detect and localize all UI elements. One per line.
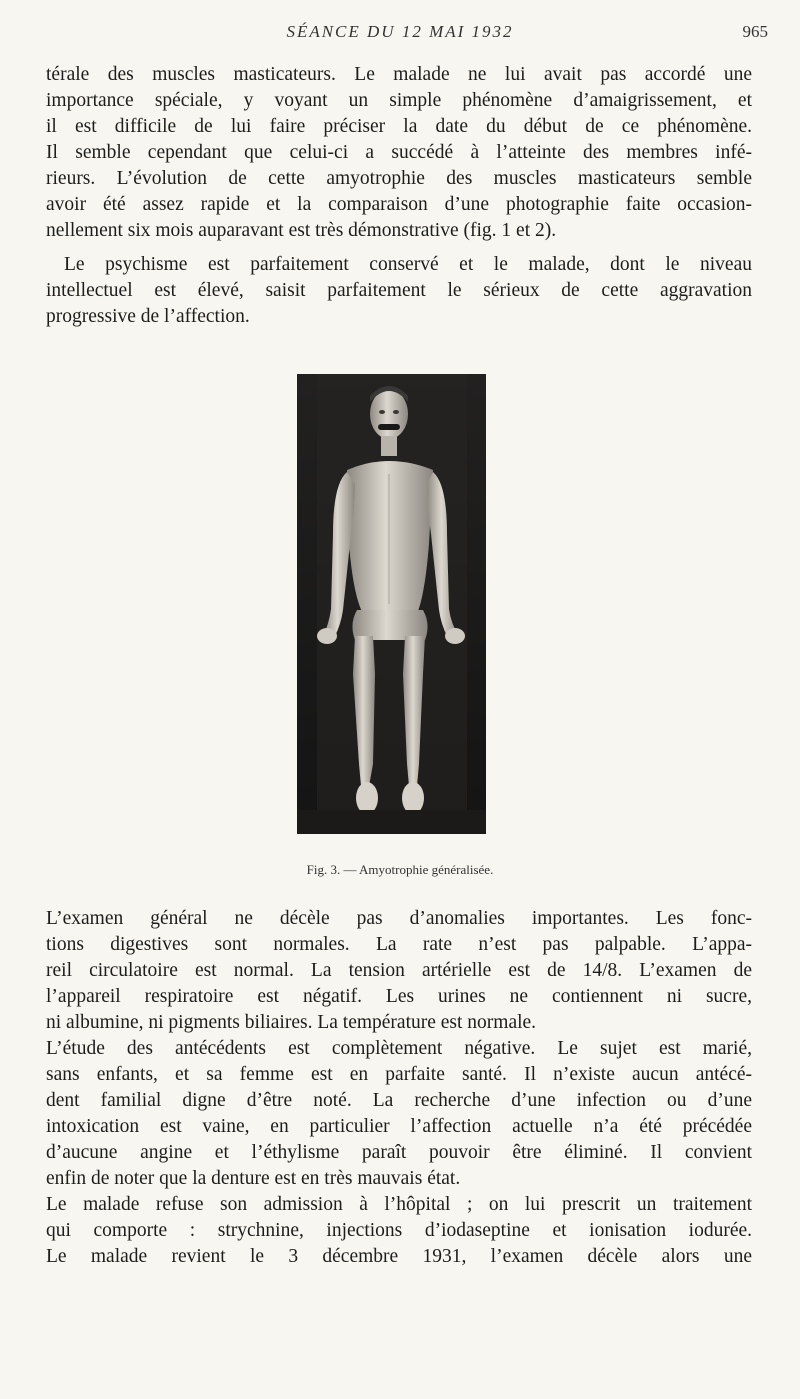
text-line: l’appareil respiratoire est négatif. Les urines ne contiennent ni sucre, [46,986,752,1007]
text-line: avoir été assez rapide et la comparaison d’une photographie faite occasion- [46,194,752,215]
text-line: sans enfants, et sa femme est en parfaite santé. Il n’existe aucun antécé- [46,1064,752,1085]
paragraph-2 [46,252,752,330]
text-line: intoxication est vaine, en particulier l’affection actuelle n’a été précédée [46,1116,752,1137]
page-number: 965 [742,22,768,41]
text-line: Le malade refuse son admission à l’hôpital ; on lui prescrit un traitement [46,1194,752,1215]
paragraph-3 [46,906,752,1270]
text-line: ni albumine, ni pigments biliaires. La température est normale. [46,1012,537,1033]
text-line: Le malade revient le 3 décembre 1931, l’examen décèle alors une [46,1246,752,1267]
patient-photograph [297,374,486,834]
text-line: reil circulatoire est normal. La tension artérielle est de 14/8. L’examen de [46,960,752,981]
text-line: rieurs. L’évolution de cette amyotrophie des muscles masticateurs semble [46,168,752,189]
text-line: térale des muscles masticateurs. Le malade ne lui avait pas accordé une [46,64,752,85]
figure-caption: Fig. 3. — Amyotrophie généralisée. [306,862,494,877]
text-line: Il semble cependant que celui-ci a succédé à l’atteinte des membres infé- [46,142,752,163]
paragraph-1 [46,62,752,244]
running-head [0,22,800,46]
text-line: progressive de l’affection. [46,306,250,327]
figure-photograph [297,374,486,834]
text-line: enfin de noter que la denture est en très mauvais état. [46,1168,461,1189]
text-line: tions digestives sont normales. La rate n’est pas palpable. L’appa- [46,934,752,955]
running-title: SÉANCE DU 12 MAI 1932 [286,22,514,41]
text-line: qui comporte : strychnine, injections d’iodaseptine et ionisation iodurée. [46,1220,752,1241]
text-line: dent familial digne d’être noté. La recherche d’une infection ou d’une [46,1090,752,1111]
text-line: L’étude des antécédents est complètement négative. Le sujet est marié, [46,1038,752,1059]
text-line: importance spéciale, y voyant un simple phénomène d’amaigrissement, et [46,90,752,111]
text-line: d’aucune angine et l’éthylisme paraît pouvoir être éliminé. Il convient [46,1142,752,1163]
text-line: il est difficile de lui faire préciser la date du début de ce phénomène. [46,116,752,137]
text-line: nellement six mois auparavant est très démonstrative (fig. 1 et 2). [46,220,557,241]
text-line: Le psychisme est parfaitement conservé et le malade, dont le niveau [64,254,752,275]
text-line: intellectuel est élevé, saisit parfaitement le sérieux de cette aggravation [46,280,752,301]
text-line: L’examen général ne décèle pas d’anomalies importantes. Les fonc- [46,908,752,929]
